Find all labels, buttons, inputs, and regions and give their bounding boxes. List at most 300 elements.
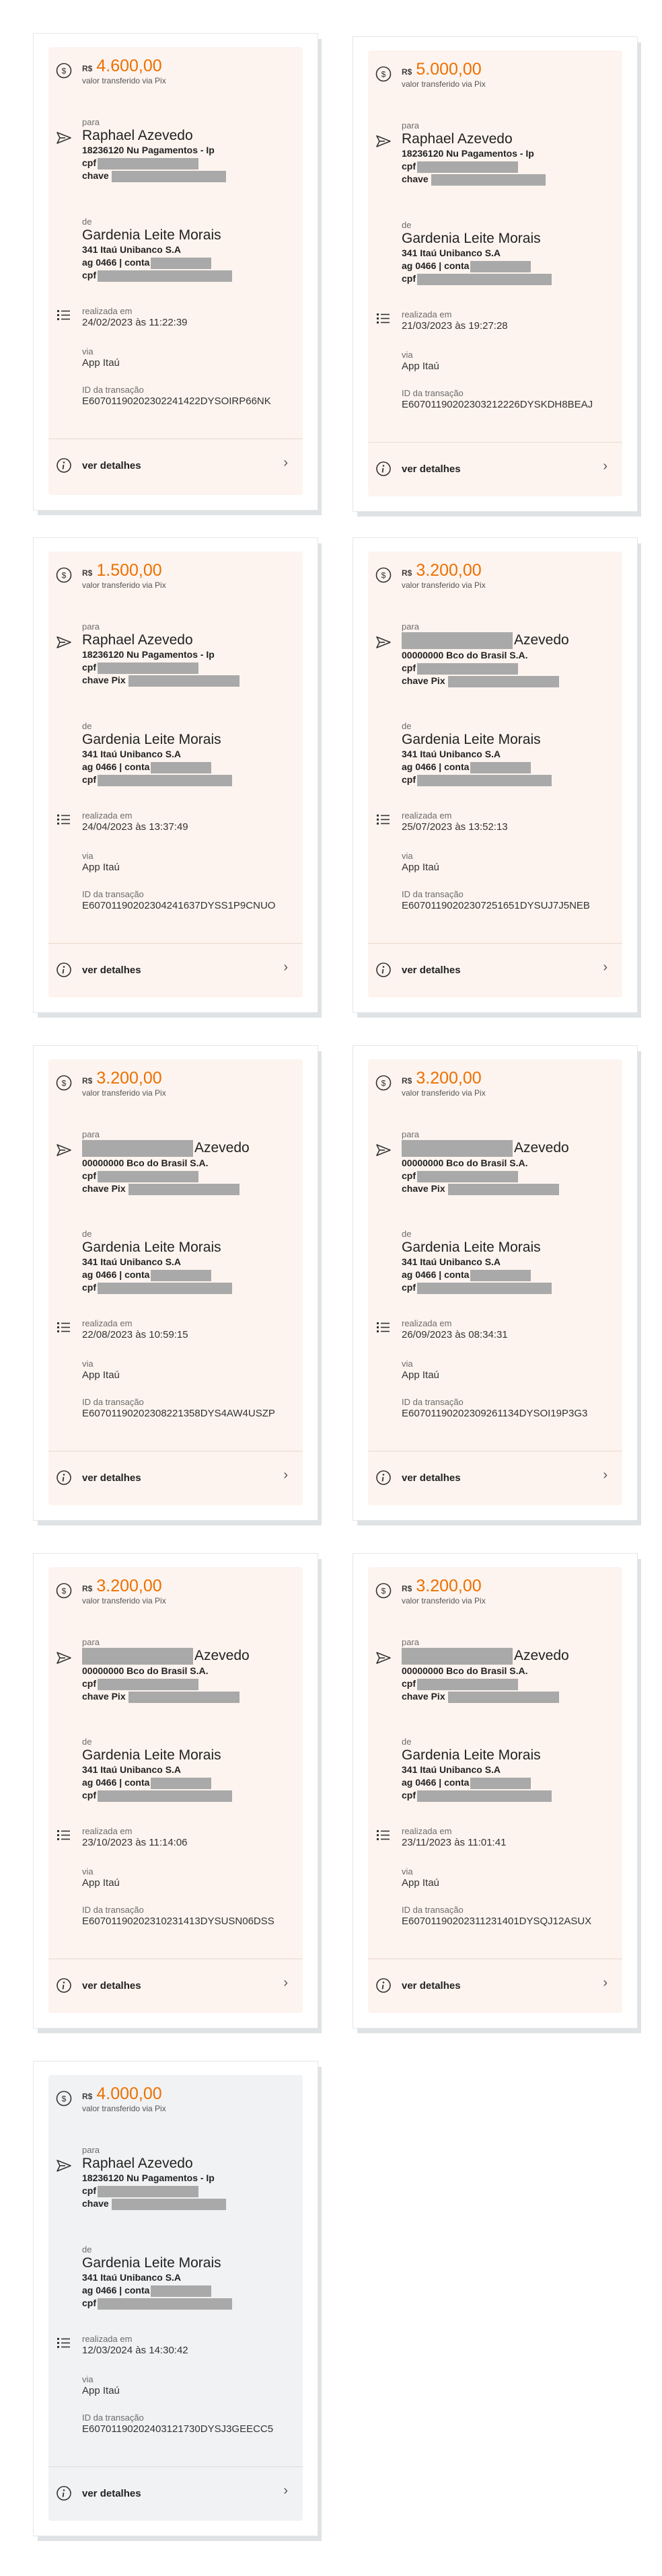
sender-account-line — [82, 2284, 296, 2297]
amount-block — [402, 1577, 616, 1605]
payee-cpf-line — [82, 2185, 296, 2197]
via-label: via — [402, 1866, 413, 1877]
done-at-label: realizada em — [402, 1826, 452, 1836]
details-label: ver detalhes — [82, 964, 141, 976]
to-label: para — [402, 1637, 420, 1647]
send-icon — [55, 634, 73, 651]
payee-block — [402, 621, 616, 687]
cpf-label: cpf — [402, 662, 416, 673]
redacted-block — [417, 1679, 518, 1690]
payee-bank: 00000000 Bco do Brasil S.A. — [402, 1157, 528, 1168]
currency-label: R$ — [82, 64, 93, 73]
amount-line — [402, 60, 616, 79]
send-icon — [375, 1649, 392, 1667]
to-label: para — [82, 1129, 100, 1139]
tx-section — [48, 385, 303, 414]
currency-label: R$ — [82, 568, 93, 578]
info-icon — [55, 1469, 73, 1486]
agency-label: ag 0466 | conta — [82, 2285, 150, 2296]
payee-bank: 00000000 Bco do Brasil S.A. — [82, 1157, 209, 1168]
receipt-card — [368, 1059, 622, 1505]
details-label: ver detalhes — [402, 964, 461, 976]
tx-id-value: E60701190202307251651DYSUJ7J5NEB — [402, 900, 590, 911]
amount-section — [368, 1069, 622, 1109]
channel-value: App Itaú — [402, 862, 439, 873]
via-section — [368, 851, 622, 880]
sender-cpf-line — [82, 2297, 296, 2310]
chevron-right-icon: › — [603, 960, 608, 975]
currency-label: R$ — [82, 2092, 93, 2101]
via-section — [368, 1359, 622, 1388]
amount-value: 3.200,00 — [416, 561, 482, 580]
details-label: ver detalhes — [82, 2487, 141, 2499]
via-label: via — [402, 851, 413, 861]
cpf-label: cpf — [402, 273, 416, 284]
date-block — [402, 1826, 616, 1850]
sender-cpf-line — [82, 773, 296, 786]
receipt-frame — [34, 538, 318, 1012]
payee-block — [82, 1637, 296, 1703]
payee-key-line — [82, 2197, 296, 2210]
channel-value: App Itaú — [402, 1877, 439, 1889]
redacted-block — [151, 258, 211, 269]
from-label: de — [82, 1229, 92, 1239]
tx-id-value: E60701190202311231401DYSQJ12ASUX — [402, 1916, 592, 1927]
amount-block — [82, 1069, 296, 1098]
amount-section — [48, 561, 303, 601]
coin-icon — [375, 1582, 392, 1599]
amount-block — [402, 60, 616, 89]
to-label: para — [82, 1637, 100, 1647]
redacted-block — [402, 1648, 513, 1665]
payee-name-line — [402, 632, 616, 649]
svg-text:$: $ — [381, 1078, 386, 1088]
coin-icon — [375, 1074, 392, 1092]
payee-section — [48, 621, 303, 695]
tx-id-label: ID da transação — [82, 2413, 144, 2423]
payee-block — [82, 117, 296, 182]
sender-account-line — [402, 1776, 616, 1789]
via-section — [368, 1866, 622, 1896]
sender-section — [48, 1229, 303, 1296]
tx-id-value: E60701190202310231413DYSUSN06DSS — [82, 1916, 274, 1927]
date-section — [368, 1826, 622, 1856]
sender-section — [48, 721, 303, 788]
payee-cpf-line — [82, 157, 296, 169]
sender-bank: 341 Itaú Unibanco S.A — [82, 749, 182, 759]
sender-block — [82, 721, 296, 786]
tx-block — [82, 1905, 296, 1928]
sender-bank: 341 Itaú Unibanco S.A — [402, 749, 501, 759]
to-label: para — [82, 2145, 100, 2155]
sender-name: Gardenia Leite Morais — [82, 227, 221, 243]
payee-key-line — [402, 1182, 616, 1195]
divider — [48, 2466, 303, 2467]
via-block — [82, 346, 296, 370]
date-block — [402, 810, 616, 834]
info-icon — [55, 2485, 73, 2502]
receipt-frame — [353, 538, 637, 1012]
amount-section — [368, 60, 622, 100]
svg-text:$: $ — [381, 570, 386, 580]
chevron-right-icon: › — [283, 960, 288, 975]
transfer-caption: valor transferido via Pix — [402, 1596, 486, 1605]
date-block — [82, 306, 296, 330]
list-icon — [55, 306, 73, 324]
sender-name: Gardenia Leite Morais — [402, 732, 541, 747]
date-block — [82, 1826, 296, 1850]
sender-cpf-line — [82, 1789, 296, 1802]
receipt-card — [368, 1567, 622, 2013]
receipt-frame — [353, 1554, 637, 2028]
agency-label: ag 0466 | conta — [402, 761, 470, 772]
tx-id-value: E60701190202309261134DYSOI19P3G3 — [402, 1408, 588, 1419]
svg-text:$: $ — [381, 69, 386, 79]
coin-icon — [55, 1582, 73, 1599]
info-icon — [55, 457, 73, 474]
datetime-value: 22/08/2023 às 10:59:15 — [82, 1329, 188, 1340]
redacted-block — [417, 775, 552, 786]
via-block — [82, 1359, 296, 1382]
sender-block — [402, 1737, 616, 1802]
redacted-block — [98, 1283, 232, 1294]
channel-value: App Itaú — [82, 862, 120, 873]
tx-block — [82, 1397, 296, 1420]
via-section — [368, 350, 622, 379]
payee-key-line — [82, 674, 296, 687]
payee-block — [82, 621, 296, 687]
currency-label: R$ — [402, 67, 412, 77]
from-label: de — [82, 2244, 92, 2255]
tx-section — [48, 889, 303, 919]
channel-value: App Itaú — [82, 357, 120, 369]
done-at-label: realizada em — [82, 1318, 133, 1328]
payee-block — [402, 1637, 616, 1703]
key-label: chave Pix — [82, 1182, 126, 1194]
transfer-caption: valor transferido via Pix — [402, 580, 486, 590]
sender-block — [402, 1229, 616, 1294]
amount-section — [48, 56, 303, 97]
amount-line — [82, 561, 296, 580]
via-label: via — [402, 350, 413, 360]
sender-bank: 341 Itaú Unibanco S.A — [82, 1256, 182, 1267]
list-icon — [375, 810, 392, 828]
tx-block — [82, 385, 296, 408]
receipt-card — [48, 2075, 303, 2521]
payee-name: Raphael Azevedo — [82, 2156, 193, 2171]
cpf-label: cpf — [82, 2298, 96, 2308]
redacted-block — [98, 158, 198, 169]
cpf-label: cpf — [402, 1790, 416, 1801]
via-block — [402, 1359, 616, 1382]
sender-name: Gardenia Leite Morais — [402, 1747, 541, 1763]
cpf-label: cpf — [402, 1170, 416, 1181]
amount-value: 4.600,00 — [96, 56, 162, 75]
details-button[interactable] — [48, 2476, 303, 2511]
receipt-frame — [353, 37, 637, 511]
payee-section — [368, 1129, 622, 1203]
list-icon — [375, 1318, 392, 1336]
svg-text:$: $ — [61, 66, 67, 76]
redacted-block — [98, 2298, 232, 2310]
divider — [368, 442, 622, 443]
redacted-block — [470, 762, 531, 773]
details-button[interactable] — [48, 448, 303, 483]
amount-line — [82, 1577, 296, 1596]
tx-id-label: ID da transação — [402, 889, 464, 899]
agency-label: ag 0466 | conta — [82, 1269, 150, 1280]
amount-section — [368, 1577, 622, 1617]
redacted-block — [98, 1790, 232, 1802]
payee-section — [48, 2145, 303, 2219]
datetime-value: 23/10/2023 às 11:14:06 — [82, 1837, 188, 1848]
to-label: para — [402, 120, 420, 130]
payee-name-line — [82, 2155, 296, 2172]
coin-icon — [375, 65, 392, 83]
key-label: chave Pix — [82, 1690, 126, 1702]
datetime-value: 24/02/2023 às 11:22:39 — [82, 317, 188, 328]
tx-id-label: ID da transação — [82, 1905, 144, 1915]
redacted-block — [112, 2199, 226, 2210]
via-section — [48, 2374, 303, 2404]
details-button[interactable] — [48, 952, 303, 987]
amount-value: 1.500,00 — [96, 561, 162, 580]
redacted-block — [417, 663, 518, 675]
amount-block — [82, 1577, 296, 1605]
chevron-right-icon: › — [283, 455, 288, 470]
amount-section — [368, 561, 622, 601]
sender-section — [368, 220, 622, 287]
currency-label: R$ — [402, 568, 412, 578]
redacted-block — [448, 676, 559, 687]
coin-icon — [375, 566, 392, 584]
from-label: de — [82, 1737, 92, 1747]
payee-block — [82, 1129, 296, 1195]
payee-key-line — [402, 173, 616, 186]
payee-block — [402, 1129, 616, 1195]
redacted-block — [402, 632, 513, 649]
sender-section — [48, 1737, 303, 1804]
redacted-block — [98, 775, 232, 786]
agency-label: ag 0466 | conta — [82, 1777, 150, 1788]
payee-name: Raphael Azevedo — [402, 131, 513, 147]
via-label: via — [82, 1866, 94, 1877]
via-block — [82, 851, 296, 874]
payee-bank: 18236120 Nu Pagamentos - Ip — [82, 2172, 215, 2183]
redacted-block — [151, 1270, 211, 1281]
details-button[interactable] — [48, 1968, 303, 2003]
sender-cpf-line — [402, 1789, 616, 1802]
datetime-value: 24/04/2023 às 13:37:49 — [82, 821, 188, 833]
svg-text:$: $ — [61, 1078, 67, 1088]
sender-section — [368, 1229, 622, 1296]
date-section — [48, 2334, 303, 2363]
payee-section — [368, 621, 622, 695]
chevron-right-icon: › — [283, 1468, 288, 1482]
redacted-block — [128, 1184, 240, 1195]
via-block — [402, 851, 616, 874]
datetime-value: 21/03/2023 às 19:27:28 — [402, 320, 508, 332]
transfer-caption: valor transferido via Pix — [402, 1088, 486, 1098]
date-block — [82, 2334, 296, 2357]
payee-name-line — [402, 1139, 616, 1157]
done-at-label: realizada em — [82, 810, 133, 821]
payee-bank: 18236120 Nu Pagamentos - Ip — [402, 148, 534, 159]
sender-account-line — [402, 1268, 616, 1281]
date-section — [48, 1826, 303, 1856]
tx-id-value: E60701190202308221358DYS4AW4USZP — [82, 1408, 275, 1419]
receipt-card — [368, 552, 622, 997]
tx-block — [82, 2413, 296, 2436]
via-label: via — [82, 851, 94, 861]
via-block — [402, 1866, 616, 1890]
tx-id-label: ID da transação — [402, 388, 464, 398]
payee-name-line — [402, 1647, 616, 1665]
details-button[interactable] — [48, 1460, 303, 1495]
via-section — [48, 1359, 303, 1388]
sender-block — [82, 2244, 296, 2310]
from-label: de — [82, 721, 92, 731]
date-section — [368, 309, 622, 339]
payee-key-line — [82, 1182, 296, 1195]
via-label: via — [82, 2374, 94, 2384]
via-block — [82, 1866, 296, 1890]
receipt-card — [48, 552, 303, 997]
list-icon — [55, 1826, 73, 1844]
payee-key-line — [82, 1690, 296, 1703]
redacted-block — [112, 171, 226, 182]
send-icon — [375, 1141, 392, 1159]
payee-name-line — [82, 127, 296, 144]
from-label: de — [402, 1229, 412, 1239]
redacted-block — [417, 1283, 552, 1294]
details-button[interactable] — [368, 1460, 622, 1495]
sender-section — [368, 721, 622, 788]
details-button[interactable] — [368, 451, 622, 486]
currency-label: R$ — [402, 1584, 412, 1593]
amount-line — [82, 56, 296, 76]
payee-cpf-line — [402, 1677, 616, 1690]
payee-bank: 00000000 Bco do Brasil S.A. — [82, 1665, 209, 1676]
sender-cpf-line — [82, 269, 296, 282]
send-icon — [55, 2157, 73, 2174]
date-block — [402, 1318, 616, 1342]
key-label: chave Pix — [82, 675, 126, 685]
redacted-block — [417, 161, 518, 173]
cpf-label: cpf — [82, 1677, 96, 1689]
redacted-block — [98, 270, 232, 282]
sender-cpf-line — [402, 773, 616, 786]
payee-block — [402, 120, 616, 186]
datetime-value: 25/07/2023 às 13:52:13 — [402, 821, 508, 833]
sender-account-line — [82, 256, 296, 269]
payee-key-line — [82, 169, 296, 182]
coin-icon — [55, 1074, 73, 1092]
transfer-caption: valor transferido via Pix — [82, 580, 166, 590]
transfer-caption: valor transferido via Pix — [82, 2104, 166, 2113]
amount-block — [402, 1069, 616, 1098]
done-at-label: realizada em — [402, 810, 452, 821]
info-icon — [375, 961, 392, 979]
svg-text:$: $ — [381, 1586, 386, 1596]
amount-block — [82, 56, 296, 85]
send-icon — [55, 1141, 73, 1159]
transfer-caption: valor transferido via Pix — [82, 1596, 166, 1605]
info-icon — [375, 1977, 392, 1994]
receipt-card — [48, 1567, 303, 2013]
receipt-frame — [34, 34, 318, 510]
date-section — [368, 1318, 622, 1348]
send-icon — [55, 1649, 73, 1667]
tx-id-label: ID da transação — [82, 1397, 144, 1407]
chevron-right-icon: › — [283, 2483, 288, 2498]
transfer-caption: valor transferido via Pix — [402, 79, 486, 89]
receipt-frame — [353, 1046, 637, 1520]
amount-block — [402, 561, 616, 590]
channel-value: App Itaú — [402, 361, 439, 372]
sender-name: Gardenia Leite Morais — [402, 1240, 541, 1255]
done-at-label: realizada em — [82, 306, 133, 316]
sender-block — [82, 1229, 296, 1294]
from-label: de — [402, 721, 412, 731]
sender-block — [402, 721, 616, 786]
tx-id-value: E60701190202303212226DYSKDH8BEAJ — [402, 399, 593, 410]
currency-label: R$ — [82, 1076, 93, 1086]
svg-text:$: $ — [61, 570, 67, 580]
amount-value: 3.200,00 — [416, 1069, 482, 1088]
payee-cpf-line — [402, 662, 616, 675]
done-at-label: realizada em — [82, 1826, 133, 1836]
sender-section — [48, 2244, 303, 2312]
chevron-right-icon: › — [283, 1975, 288, 1990]
via-block — [82, 2374, 296, 2398]
sender-name: Gardenia Leite Morais — [82, 732, 221, 747]
redacted-block — [470, 1778, 531, 1789]
amount-value: 4.000,00 — [96, 2084, 162, 2103]
transfer-caption: valor transferido via Pix — [82, 76, 166, 85]
payee-cpf-line — [402, 1170, 616, 1182]
tx-block — [82, 889, 296, 913]
redacted-block — [151, 762, 211, 773]
send-icon — [375, 132, 392, 150]
to-label: para — [402, 621, 420, 632]
payee-name: Azevedo — [194, 1648, 250, 1663]
date-section — [48, 306, 303, 336]
payee-key-line — [402, 1690, 616, 1703]
details-button[interactable] — [368, 1968, 622, 2003]
amount-value: 3.200,00 — [416, 1577, 482, 1595]
divider — [368, 943, 622, 944]
currency-label: R$ — [82, 1584, 93, 1593]
payee-name: Azevedo — [514, 1648, 569, 1663]
agency-label: ag 0466 | conta — [82, 761, 150, 772]
redacted-block — [98, 1171, 198, 1182]
cpf-label: cpf — [82, 1790, 96, 1801]
divider — [48, 943, 303, 944]
amount-section — [48, 2084, 303, 2125]
agency-label: ag 0466 | conta — [402, 1777, 470, 1788]
date-block — [402, 309, 616, 333]
redacted-block — [417, 274, 552, 285]
key-label: chave — [82, 170, 109, 181]
amount-line — [82, 2084, 296, 2104]
channel-value: App Itaú — [402, 1369, 439, 1381]
cpf-label: cpf — [402, 774, 416, 785]
amount-block — [82, 561, 296, 590]
sender-block — [82, 1737, 296, 1802]
done-at-label: realizada em — [402, 309, 452, 319]
details-button[interactable] — [368, 952, 622, 987]
